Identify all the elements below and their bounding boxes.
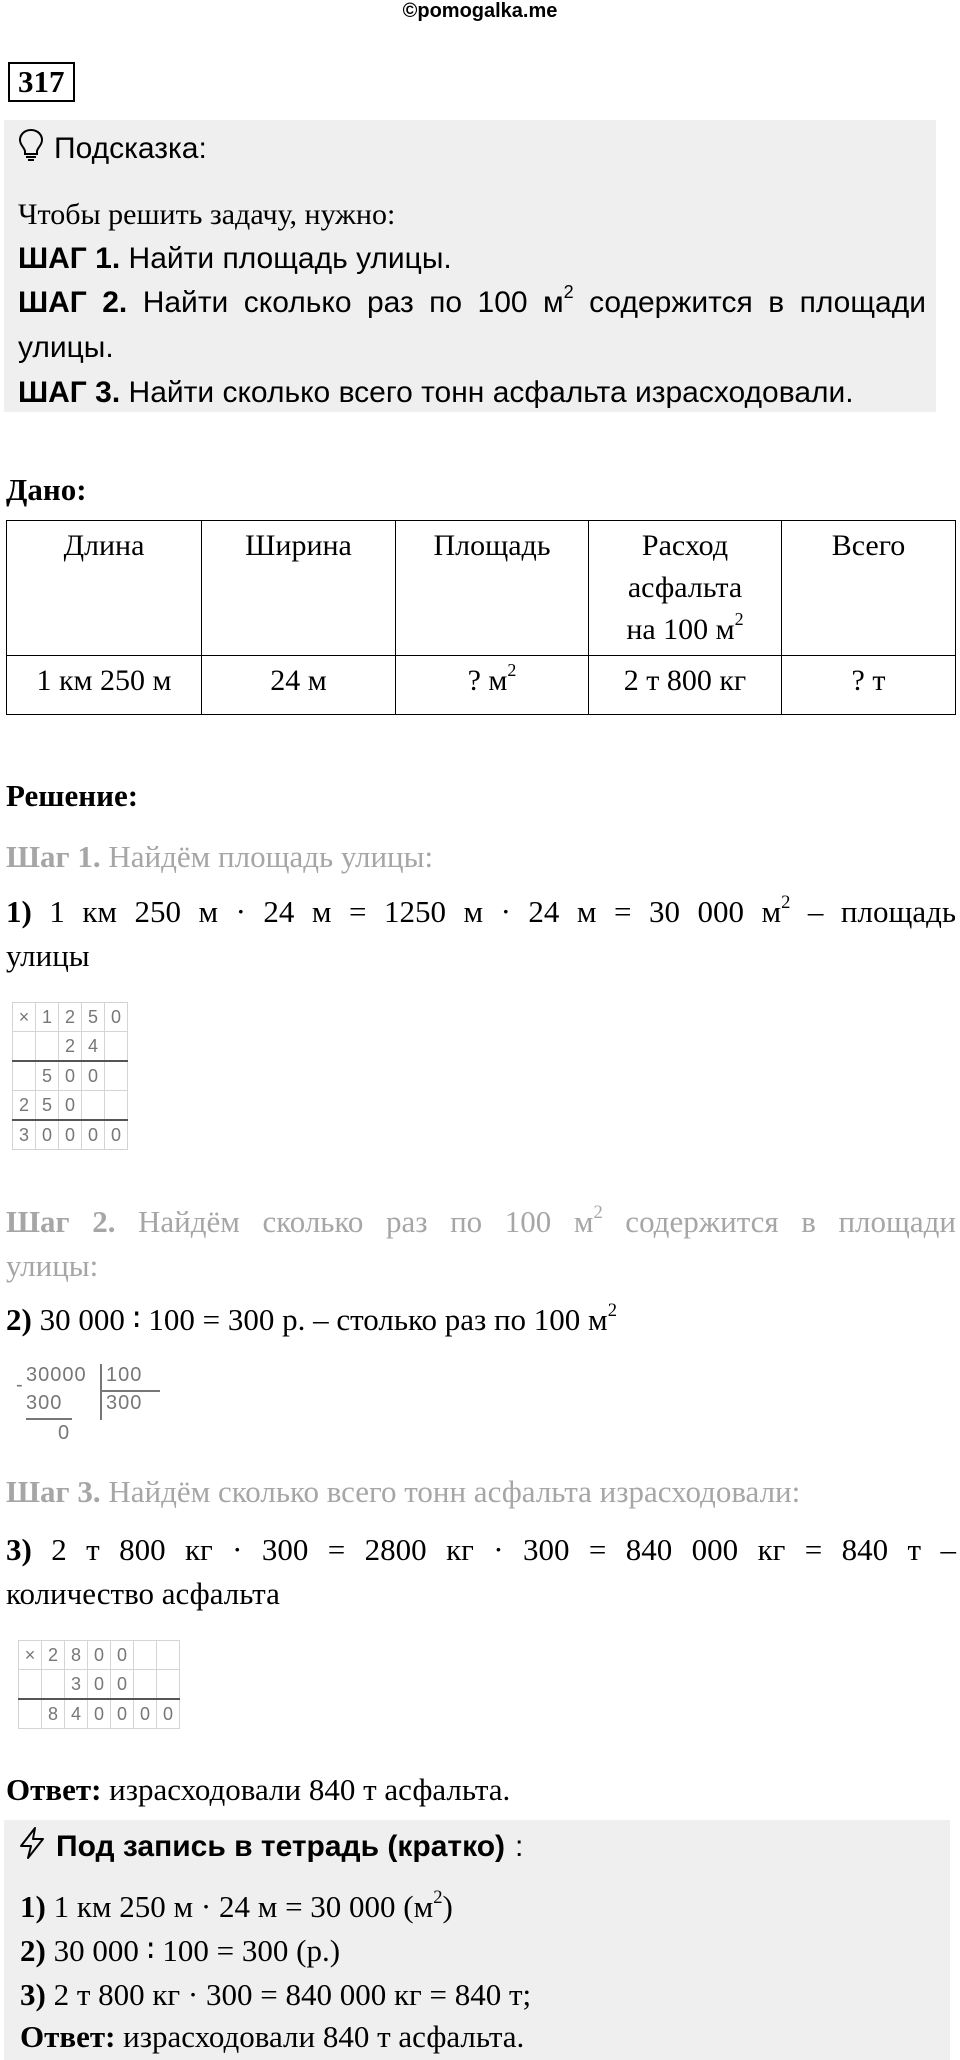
note-line-1-text: 1 км 250 м · 24 м = 30 000 (м [45,1889,434,1924]
given-table [6,520,956,715]
note-line-1-number: 1) [20,1889,46,1924]
hint-box [4,120,936,412]
grid-cell: 0 [59,1091,82,1121]
header-area: Площадь [396,521,589,656]
equation-1-number: 1) [6,894,32,929]
grid-cell: 0 [88,1699,111,1729]
grid-row [19,1641,180,1670]
hint-title-label: Подсказка: [54,132,207,165]
grid-cell: 4 [82,1032,105,1062]
step-1-text: Найдём площадь улицы: [100,839,434,874]
multiplication-2 [18,1640,180,1729]
division-remainder: 0 [58,1422,70,1444]
header-total: Всего [782,521,956,656]
division-sub-line [26,1418,72,1420]
grid-cell: 0 [134,1699,157,1729]
value-length: 1 км 250 м [7,656,202,715]
grid-cell [157,1670,180,1700]
grid-cell [105,1091,128,1121]
answer [6,1768,956,1812]
given-label: Дано: [6,472,87,507]
grid-cell: 8 [65,1641,88,1670]
note-answer [20,2016,524,2058]
grid-row [19,1670,180,1700]
value-area [396,656,589,715]
multiplication-1 [12,1002,128,1150]
note-line-1-sup: 2 [433,1886,443,1908]
note-line-3-text: 2 т 800 кг · 300 = 840 000 кг = 840 т; [45,1977,532,2012]
grid-cell: 0 [88,1641,111,1670]
grid-row [13,1091,128,1121]
hint-step-2-sup: 2 [563,282,574,303]
lightbulb-icon [18,128,44,170]
grid-cell [82,1091,105,1121]
hint-step-2-label: ШАГ 2. [18,286,128,319]
grid-cell: 0 [111,1641,134,1670]
step-3-text: Найдём сколько всего тонн асфальта израсходовали: [100,1474,801,1509]
step-2-label: Шаг 2. [6,1204,116,1239]
hint-step-2-text: Найти сколько раз по 100 м [127,286,564,319]
grid-cell: 0 [82,1061,105,1091]
grid-cell [105,1061,128,1091]
hint-step-3-label: ШАГ 3. [18,376,121,409]
given-header-row [7,521,956,656]
note-answer-label: Ответ: [20,2019,116,2054]
grid-cell: 0 [82,1120,105,1150]
grid-cell: 0 [105,1120,128,1150]
hint-step-3-text: Найти сколько всего тонн асфальта израсходовали. [120,376,854,409]
hint-step-1-text: Найти площадь улицы. [120,242,452,275]
division-minus: - [16,1374,23,1396]
notes-title [18,1826,523,1868]
step-2-text-after: содержится в площади [602,1204,956,1239]
equation-1 [6,890,956,934]
header-consumption-line-1: Расход [641,529,729,562]
header-consumption-line-2: асфальта [627,571,743,604]
note-line-2-number: 2) [20,1933,46,1968]
division-quotient: 300 [106,1392,143,1414]
value-consumption: 2 т 800 кг [589,656,782,715]
note-line-1-tail: ) [442,1889,453,1924]
header-length: Длина [7,521,202,656]
division-subtrahend: 300 [26,1392,63,1414]
grid-cell: 0 [157,1699,180,1729]
watermark: ©pomogalka.me [402,0,558,22]
answer-label: Ответ: [6,1772,102,1807]
equation-1-continuation: улицы [6,938,90,973]
notes-title-label: Под запись в тетрадь (кратко) [56,1830,506,1863]
lightning-icon [18,1826,46,1868]
equation-1-sup: 2 [781,891,791,913]
grid-row [13,1061,128,1091]
grid-cell [13,1032,36,1062]
grid-cell: 0 [111,1670,134,1700]
grid-cell: 1 [36,1003,59,1032]
note-line-2-text: 30 000 ∶ 100 = 300 (р.) [45,1933,341,1968]
hint-step-2 [18,280,926,325]
note-line-3-number: 3) [20,1977,46,2012]
grid-cell: 2 [42,1641,65,1670]
grid-cell: 4 [65,1699,88,1729]
grid-cell: 2 [59,1032,82,1062]
header-width: Ширина [202,521,396,656]
grid-cell: 5 [36,1061,59,1091]
hint-intro: Чтобы решить задачу, нужно: [18,198,396,231]
step-3-heading [6,1470,956,1514]
value-width: 24 м [202,656,396,715]
grid-cell [134,1641,157,1670]
division-dividend: 30000 [26,1364,87,1386]
grid-cell: 2 [13,1091,36,1121]
header-consumption-sup: 2 [734,609,744,630]
grid-cell [42,1670,65,1700]
grid-cell [134,1670,157,1700]
grid-row [13,1003,128,1032]
header-consumption [589,521,782,656]
grid-cell: 3 [13,1120,36,1150]
notes-box [4,1820,950,2060]
grid-cell [157,1641,180,1670]
header-consumption-unit: на 100 м [626,613,735,646]
grid-cell: × [19,1641,42,1670]
grid-cell [19,1699,42,1729]
equation-2-number: 2) [6,1302,32,1337]
equation-3 [6,1528,956,1572]
step-2-text: Найдём сколько раз по 100 м [115,1204,594,1239]
hint-step-1-label: ШАГ 1. [18,242,121,275]
grid-cell [36,1032,59,1062]
grid-row [19,1699,180,1729]
step-2-sup: 2 [593,1201,603,1223]
grid-row [13,1032,128,1062]
given-value-row [7,656,956,715]
equation-2 [6,1298,956,1342]
grid-cell: 8 [42,1699,65,1729]
equation-1-tail: – площадь [790,894,956,929]
grid-row [13,1120,128,1150]
grid-cell: 0 [88,1670,111,1700]
value-area-sup: 2 [507,660,517,681]
division-divisor: 100 [106,1364,143,1386]
note-line-3 [20,1974,531,2016]
grid-cell: 5 [36,1091,59,1121]
solution-label: Решение: [6,778,139,813]
hint-step-2-text-after: содержится в площади [573,286,926,319]
equation-3-number: 3) [6,1532,32,1567]
equation-3-continuation: количество асфальта [6,1576,280,1611]
equation-1-text: 1 км 250 м · 24 м = 1250 м · 24 м = 30 000 м [49,894,782,929]
hint-step-2-continuation: улицы. [18,331,114,364]
value-area-text: ? м [467,664,508,697]
step-2-heading [6,1200,956,1244]
division-vertical-line [100,1364,102,1420]
grid-cell: 3 [65,1670,88,1700]
hint-step-1 [18,236,926,281]
header-consumption-line-3 [595,609,775,651]
step-1-heading [6,835,956,879]
equation-2-text: 30 000 ∶ 100 = 300 р. – столько раз по 100 м [31,1302,608,1337]
grid-cell: 5 [82,1003,105,1032]
equation-2-sup: 2 [607,1299,617,1321]
note-answer-text: израсходовали 840 т асфальта. [115,2019,525,2054]
grid-cell: 2 [59,1003,82,1032]
step-3-label: Шаг 3. [6,1474,101,1509]
value-total: ? т [782,656,956,715]
step-1-label: Шаг 1. [6,839,101,874]
notes-title-colon: : [515,1830,524,1863]
equation-3-text: 2 т 800 кг · 300 = 2800 кг · 300 = 840 000 кг = 840 т – [51,1532,956,1567]
grid-cell: 0 [105,1003,128,1032]
task-number: 317 [8,62,75,102]
note-line-2 [20,1930,340,1972]
note-line-1 [20,1886,453,1928]
grid-cell: × [13,1003,36,1032]
answer-text: израсходовали 840 т асфальта. [101,1772,511,1807]
grid-cell: 0 [36,1120,59,1150]
step-2-continuation: улицы: [6,1248,99,1283]
hint-title [18,128,207,170]
long-division [14,1362,154,1448]
grid-cell [105,1032,128,1062]
grid-cell: 0 [59,1120,82,1150]
grid-cell [13,1061,36,1091]
grid-cell: 0 [111,1699,134,1729]
grid-cell [19,1670,42,1700]
hint-step-3 [18,370,926,415]
grid-cell: 0 [59,1061,82,1091]
